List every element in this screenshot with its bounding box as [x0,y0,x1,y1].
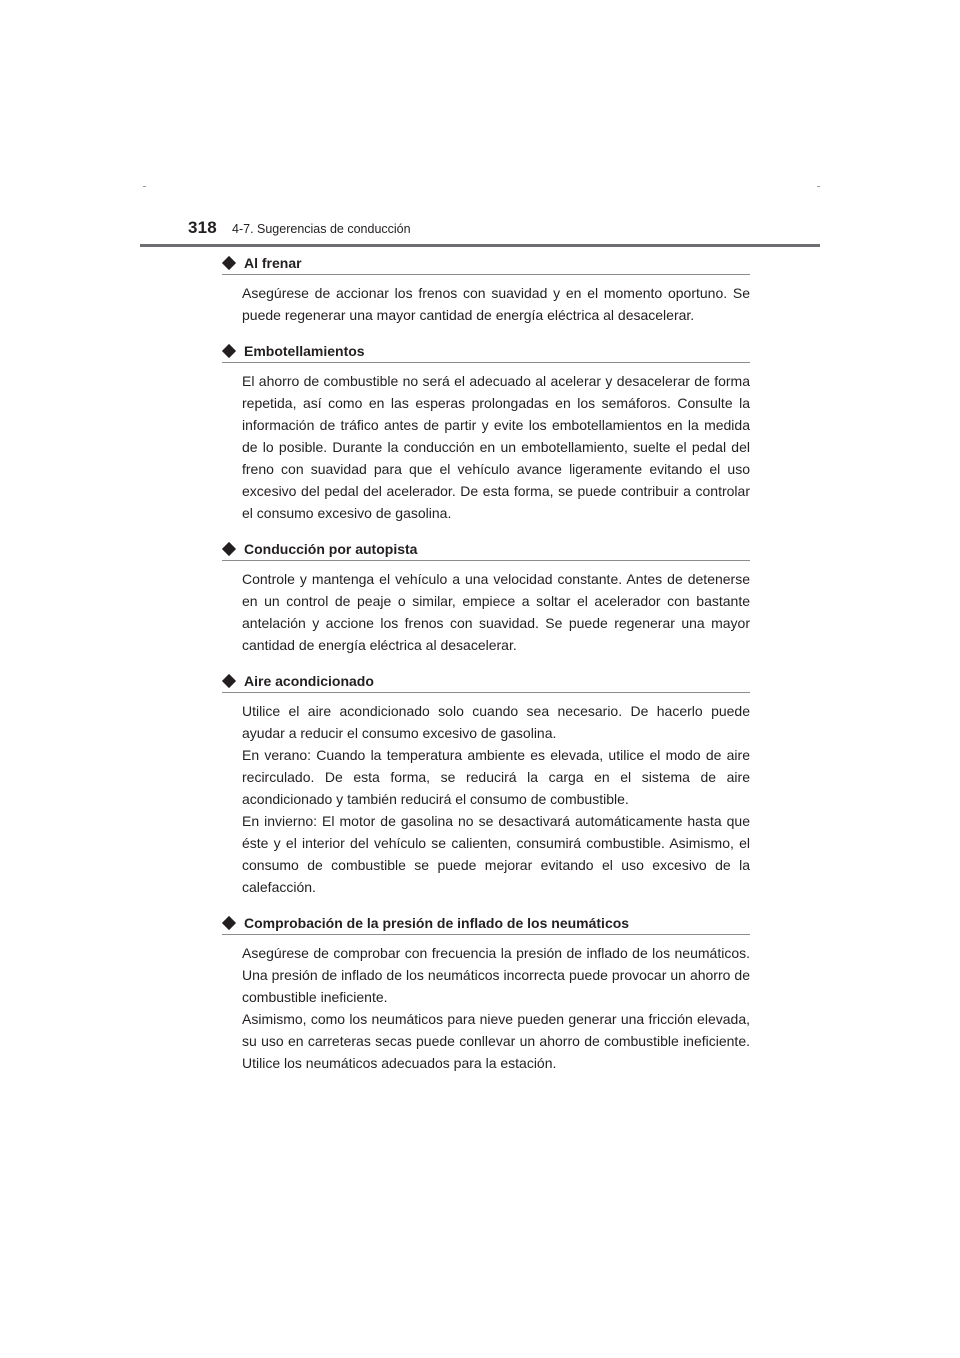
section-heading-text: Al frenar [244,255,302,271]
section-aire-acondicionado [222,670,750,898]
section-heading [222,340,750,363]
section-heading [222,538,750,561]
diamond-bullet-icon [222,344,236,358]
crop-mark-left [143,186,146,187]
section-heading [222,252,750,275]
section-paragraph: En verano: Cuando la temperatura ambiente es elevada, utilice el modo de aire recirculado. De esta forma, se reducirá la carga en el sistema de aire acondicionado y también reducirá el consumo de combustible. [242,747,750,807]
section-paragraph: Utilice el aire acondicionado solo cuando sea necesario. De hacerlo puede ayudar a reducir el consumo excesivo de gasolina. [242,703,750,741]
section-presion-neumaticos [222,912,750,1074]
diamond-bullet-icon [222,916,236,930]
section-al-frenar [222,252,750,326]
section-paragraph: Asimismo, como los neumáticos para nieve pueden generar una fricción elevada, su uso en carreteras secas puede conllevar un ahorro de combustible ineficiente. Utilice los neumáticos adecuados para la estación. [242,1011,750,1071]
crop-mark-right [817,186,820,187]
section-paragraph: En invierno: El motor de gasolina no se desactivará automáticamente hasta que éste y el interior del vehículo se calienten, consumirá combustible. Asimismo, el consumo de combustible se puede mejorar evitando el uso excesivo de la calefacción. [242,813,750,895]
diamond-bullet-icon [222,674,236,688]
section-heading-text: Comprobación de la presión de inflado de los neumáticos [244,915,630,931]
section-conduccion-autopista [222,538,750,656]
section-heading-text: Embotellamientos [244,343,365,359]
diamond-bullet-icon [222,256,236,270]
page-content [222,252,750,1088]
header-rule [140,244,820,247]
section-paragraph: Controle y mantenga el vehículo a una velocidad constante. Antes de detenerse en un control de peaje o similar, empiece a soltar el acelerador con bastante antelación y accione los frenos con suavidad. Se puede regenerar una mayor cantidad de energía eléctrica al desacelerar. [242,571,750,653]
section-paragraph: Asegúrese de accionar los frenos con suavidad y en el momento oportuno. Se puede regenerar una mayor cantidad de energía eléctrica al desacelerar. [242,285,750,323]
section-heading-text: Conducción por autopista [244,541,418,557]
running-header: 4-7. Sugerencias de conducción [232,222,411,236]
section-paragraph: El ahorro de combustible no será el adecuado al acelerar y desacelerar de forma repetida, así como en las esperas prolongadas en los semáforos. Consulte la información de tráfico antes de partir y evite los embotellamientos en la medida de lo posible. Durante la conducción en un embotellamiento, suelte el pedal del freno con suavidad para que el vehículo avance ligeramente evitando el uso excesivo del pedal del acelerador. De esta forma, se puede contribuir a controlar el consumo excesivo de gasolina. [242,373,750,521]
page-number: 318 [188,218,217,237]
section-heading-text: Aire acondicionado [244,673,374,689]
section-heading [222,670,750,693]
section-embotellamientos [222,340,750,524]
diamond-bullet-icon [222,542,236,556]
section-paragraph: Asegúrese de comprobar con frecuencia la presión de inflado de los neumáticos. Una presión de inflado de los neumáticos incorrecta puede provocar un ahorro de combustible ineficiente. [242,945,750,1005]
section-heading [222,912,750,935]
